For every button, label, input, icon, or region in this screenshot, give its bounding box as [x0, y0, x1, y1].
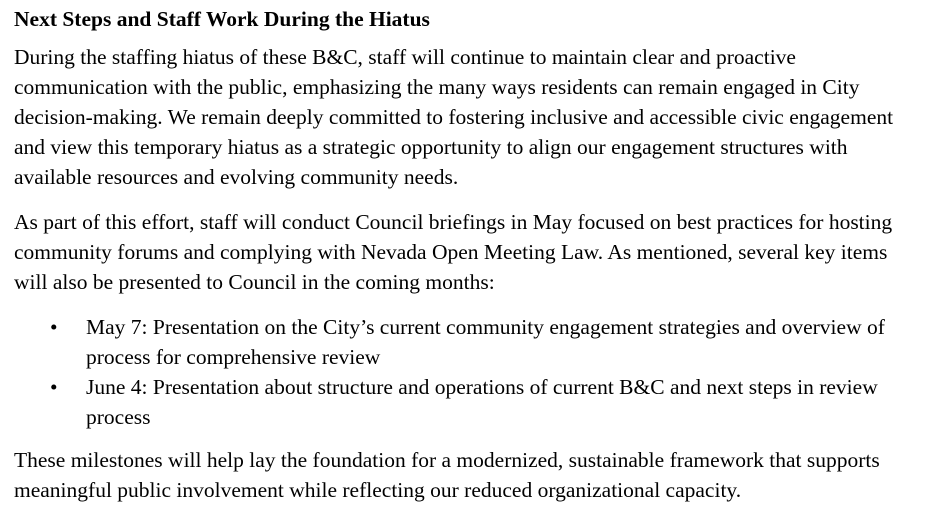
paragraph-staffing-hiatus: During the staffing hiatus of these B&C, staff will continue to maintain clear and proactive communication with the public, emphasizing the many ways residents can remain engaged in City decision-making. We remain deeply committed to fostering inclusive and accessible civic engagement and view this temporary hiatus as a strategic opportunity to align our engagement structures with available resources and evolving community needs. [14, 45, 894, 189]
list-item [14, 312, 920, 372]
bullet-icon: • [50, 375, 58, 399]
section-heading: Next Steps and Staff Work During the Hiatus [14, 7, 430, 31]
milestone-list [14, 312, 920, 432]
bullet-icon: • [50, 315, 58, 339]
list-item [14, 372, 920, 432]
list-item-text: June 4: Presentation about structure and operations of current B&C and next steps in review process [86, 375, 878, 429]
paragraph-closing: These milestones will help lay the foundation for a modernized, sustainable framework that supports meaningful public involvement while reflecting our reduced organizational capacity. [14, 448, 880, 502]
paragraph-council-briefings: As part of this effort, staff will conduct Council briefings in May focused on best practices for hosting community forums and complying with Nevada Open Meeting Law. As mentioned, several key items will also be presented to Council in the coming months: [14, 210, 893, 294]
list-item-text: May 7: Presentation on the City’s current community engagement strategies and overview of process for comprehensive review [86, 315, 885, 369]
